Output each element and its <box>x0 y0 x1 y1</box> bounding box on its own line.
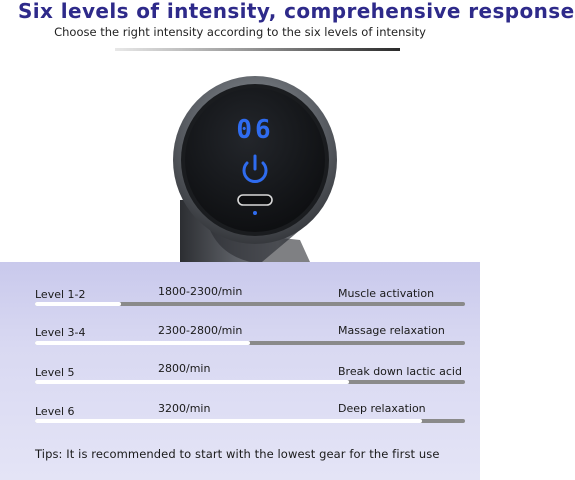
level-effect: Deep relaxation <box>338 402 426 415</box>
level-effect: Muscle activation <box>338 287 435 300</box>
page-subtitle: Choose the right intensity according to the six levels of intensity <box>54 25 426 39</box>
usb-c-port-icon <box>238 195 272 205</box>
level-effect: Massage relaxation <box>338 324 445 337</box>
level-progress-fill <box>35 380 349 384</box>
level-progress-fill <box>35 419 422 423</box>
level-progress-track <box>35 302 465 306</box>
indicator-light-icon <box>253 211 257 215</box>
level-label: Level 1-2 <box>35 288 86 301</box>
level-label: Level 6 <box>35 405 75 418</box>
level-speed: 3200/min <box>158 402 211 415</box>
level-progress-fill <box>35 341 250 345</box>
level-progress-fill <box>35 302 121 306</box>
level-progress-track <box>35 380 465 384</box>
level-display-digits: 06 <box>236 115 274 145</box>
level-progress-track <box>35 419 465 423</box>
usage-tip: Tips: It is recommended to start with the lowest gear for the first use <box>35 447 440 461</box>
level-speed: 1800-2300/min <box>158 285 243 298</box>
level-speed: 2300-2800/min <box>158 324 243 337</box>
level-label: Level 3-4 <box>35 326 86 339</box>
level-progress-track <box>35 341 465 345</box>
level-speed: 2800/min <box>158 362 211 375</box>
level-label: Level 5 <box>35 366 75 379</box>
level-effect: Break down lactic acid <box>338 365 462 378</box>
page-title: Six levels of intensity, comprehensive response <box>18 0 575 23</box>
level-display <box>236 115 273 145</box>
